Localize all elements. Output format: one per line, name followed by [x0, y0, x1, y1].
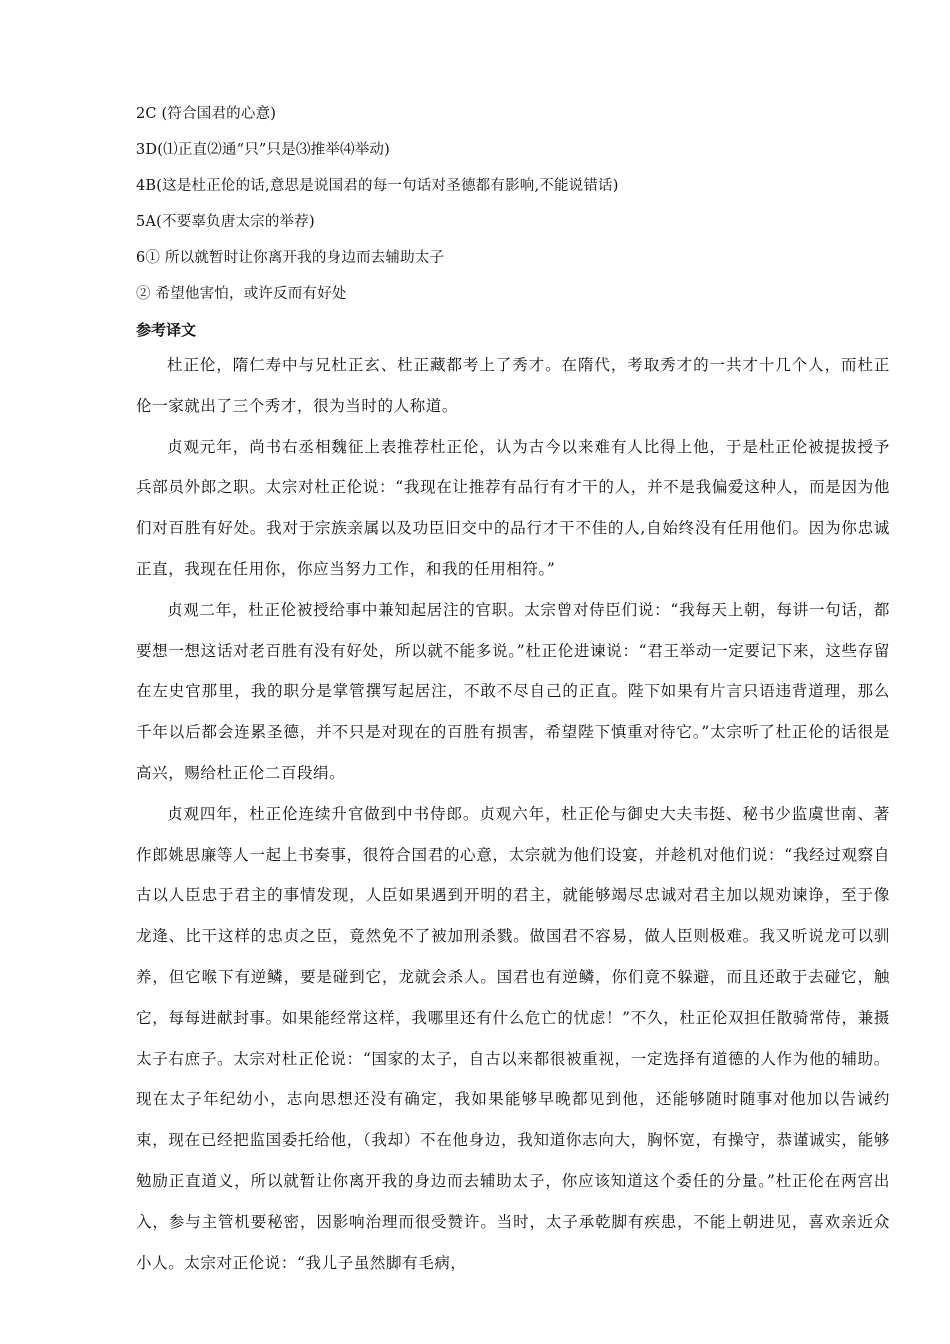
translation-paragraph-4: 贞观四年，杜正伦连续升官做到中书侍郎。贞观六年，杜正伦与御史大夫韦挺、秘书少监虞世南、著作郎姚思廉等人一起上书奏事，很符合国君的心意，太宗就为他们设宴，并趁机对他们说：“我经过观察自古以人臣忠于君主的事情发现，人臣如果遇到开明的君主，就能够竭尽忠诚对君主加以规劝谏诤，至于像龙逄、比干这样的忠贞之臣，竟然免不了被加刑杀戮。做国君不容易，做人臣则极难。我又听说龙可以驯养，但它喉下有逆鳞，要是碰到它，龙就会杀人。国君也有逆鳞，你们竟不躲避，而且还敢于去碰它，触它，每每进献封事。如果能经常这样，我哪里还有什么危亡的忧虑！”不久，杜正伦双担任散骑常侍，兼摄太子右庶子。太宗对杜正伦说：“国家的太子，自古以来都很被重视，一定选择有道德的人作为他的辅助。现在太子年纪幼小，志向思想还没有确定，我如果能够早晚都见到他，还能够随时随事对他加以告诫约束，现在已经把监国委托给他，（我却）不在他身边，我知道你志向大，胸怀宽，有操守，恭谨诚实，能够勉励正直道义，所以就暂让你离开我的身边而去辅助太子，你应该知道这个委任的分量。”杜正伦在两宫出入，参与主管机要秘密，因影响治理而很受赞许。当时，太子承乾脚有疾患，不能上朝进见，喜欢亲近众小人。太宗对正伦说：“我儿子虽然脚有毛病，	[136, 804, 890, 1272]
answer-line-6-2: ② 希望他害怕，或许反而有好处	[136, 286, 347, 302]
translation-body	[136, 345, 890, 1283]
answer-line-3: 3D(⑴正直⑵通“只”只是⑶推举⑷举动)	[136, 142, 390, 158]
translation-heading: 参考译文	[136, 321, 197, 339]
answer-line-6-1: 6① 所以就暂时让你离开我的身边而去辅助太子	[136, 250, 445, 266]
translation-paragraph-1: 杜正伦，隋仁寿中与兄杜正玄、杜正藏都考上了秀才。在隋代，考取秀才的一共才十几个人，而杜正伦一家就出了三个秀才，很为当时的人称道。	[136, 356, 890, 415]
answer-line-4: 4B(这是杜正伦的话,意思是说国君的每一句话对圣德都有影响,不能说错话)	[136, 178, 619, 194]
answer-line-5: 5A(不要辜负唐太宗的举荐)	[136, 214, 315, 230]
answer-line-2: 2C (符合国君的心意)	[136, 106, 277, 122]
answer-key	[136, 96, 896, 348]
translation-paragraph-2: 贞观元年，尚书右丞相魏征上表推荐杜正伦，认为古今以来难有人比得上他，于是杜正伦被提拔授予兵部员外郎之职。太宗对杜正伦说：“我现在让推荐有品行有才干的人，并不是我偏爱这种人，而是因为他们对百胜有好处。我对于宗族亲属以及功臣旧交中的品行才干不佳的人,自始终没有任用他们。因为你忠诚正直，我现在任用你，你应当努力工作，和我的任用相符。”	[136, 437, 890, 578]
translation-paragraph-3: 贞观二年，杜正伦被授给事中兼知起居注的官职。太宗曾对侍臣们说：“我每天上朝，每讲一句话，都要想一想这话对老百胜有没有好处，所以就不能多说。”杜正伦进谏说：“君王举动一定要记下来，这些存留在左史官那里，我的职分是掌管撰写起居注，不敢不尽自己的正直。陛下如果有片言只语违背道理，那么千年以后都会连累圣德，并不只是对现在的百胜有损害，希望陛下慎重对待它。”太宗听了杜正伦的话很是高兴，赐给杜正伦二百段绢。	[136, 600, 890, 782]
